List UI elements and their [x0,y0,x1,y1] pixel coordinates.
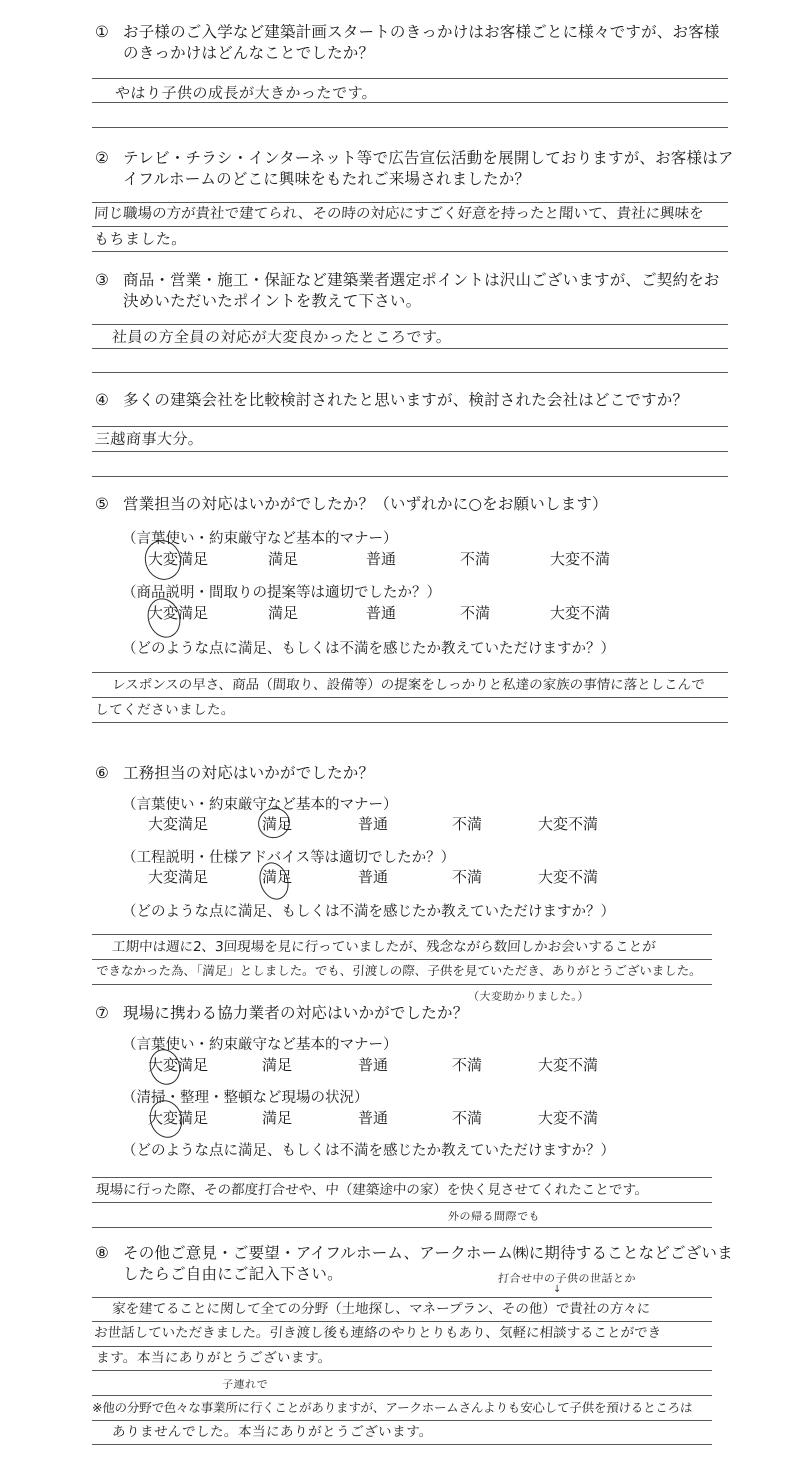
answer-line [92,1202,712,1203]
answer-line [92,102,728,103]
answer-line [92,251,728,252]
rating-option[interactable]: 満足 [268,550,299,568]
rating-option[interactable]: 不満 [452,815,483,833]
rating-option[interactable]: 大変満足 [148,815,209,833]
rating-option[interactable]: 普通 [358,1109,389,1127]
rating-option[interactable]: 大変不満 [538,1056,599,1074]
question-4 [95,390,735,411]
question-2 [95,148,735,190]
answer-text: ありませんでした。本当にありがとうございます。 [111,1424,434,1440]
question-text: その他ご意見・ご要望・アイフルホーム、アークホーム㈱に期待することなどございましたらご自由にご記入下さい。 [123,1244,733,1283]
rating-option[interactable]: 普通 [366,550,397,568]
question-3 [95,270,735,312]
answer-text: ます。本当にありがとうございます。 [95,1350,333,1366]
question-6 [95,763,735,784]
answer-line [92,722,728,723]
rating-option[interactable]: 満足 [262,868,293,886]
answer-line [92,348,728,349]
answer-line [92,1370,712,1371]
rating-options [148,813,708,833]
answer-line [92,984,712,985]
answer-line [92,697,728,698]
rating-option[interactable]: 大変不満 [550,550,611,568]
answer-line [92,1346,712,1347]
answer-note: （大変助かりました。） [467,990,590,1003]
rating-options [148,866,708,886]
answer-text: 工期中は週に2、3回現場を見に行っていましたが、残念ながら数回しかお会いすることが [111,939,657,955]
rating-option[interactable]: 大変不満 [538,815,599,833]
answer-text: 家を建てることに関して全ての分野（土地探し、マネープラン、その他）で貴社の方々に [111,1301,651,1317]
rating-option[interactable]: 大変満足 [148,868,209,886]
answer-line [92,934,712,935]
answer-note: 外の帰る間際でも [447,1210,541,1223]
rating-criterion: （商品説明・間取りの提案等は適切でしたか？） [122,585,441,601]
question-number: ③ [95,271,110,289]
answer-line [92,127,728,128]
answer-line [92,476,728,477]
answer-line [92,78,728,79]
rating-options [148,1107,708,1127]
answer-line [92,324,728,325]
rating-option[interactable]: 大変満足 [148,550,209,568]
followup-prompt: （どのような点に満足、もしくは不満を感じたか教えていただけますか？） [122,641,615,657]
rating-option[interactable]: 満足 [262,1109,293,1127]
answer-text: 三越商事大分。 [94,430,205,448]
rating-option[interactable]: 不満 [460,550,491,568]
answer-line [92,1395,712,1396]
rating-criterion: （言葉使い・約束厳守など基本的マナー） [122,797,398,813]
answer-text: レスポンスの早さ、商品（間取り、設備等）の提案をしっかりと私達の家族の事情に落としこんで [111,677,706,693]
rating-criterion: （言葉使い・約束厳守など基本的マナー） [122,1037,398,1053]
rating-options [148,1054,708,1074]
rating-option[interactable]: 満足 [268,604,299,622]
rating-option[interactable]: 普通 [366,604,397,622]
answer-line [92,1444,712,1445]
question-1 [95,22,735,64]
question-text: お子様のご入学など建築計画スタートのきっかけはお客様ごとに様々ですが、お客様のきっかけはどんなことでしたか？ [123,23,720,62]
answer-line [92,1177,712,1178]
question-7 [95,1003,735,1024]
answer-text: 同じ職場の方が貴社で建てられ、その時の対応にすごく好意を持ったと聞いて、貴社に興味を [93,206,705,222]
rating-criterion: （清掃・整理・整頓など現場の状況） [122,1090,369,1106]
answer-text: やはり子供の成長が大きかったです。 [114,84,378,102]
question-number: ⑦ [95,1004,110,1022]
question-8 [95,1243,735,1285]
rating-options [148,602,708,622]
answer-text: ※他の分野で色々な事業所に行くことがありますが、アークホームさんよりも安心して子供を預けるところは [91,1400,693,1415]
rating-option[interactable]: 不満 [452,1056,483,1074]
answer-line [92,1321,712,1322]
answer-line [92,1227,712,1228]
question-number: ⑧ [95,1244,110,1262]
answer-line [92,226,728,227]
answer-text: もちました。 [93,230,188,248]
question-number: ⑥ [95,764,110,782]
rating-option[interactable]: 不満 [460,604,491,622]
rating-option[interactable]: 大変不満 [538,868,599,886]
question-number: ⑤ [95,495,110,513]
rating-option[interactable]: 普通 [358,815,389,833]
answer-text: 社員の方全員の対応が大変良かったところです。 [111,328,453,346]
question-text: 商品・営業・施工・保証など建築業者選定ポイントは沢山ございますが、ご契約をお決めいただいたポイントを教えて下さい。 [123,271,720,310]
rating-option[interactable]: 満足 [262,1056,293,1074]
answer-line [92,1420,712,1421]
rating-option[interactable]: 満足 [262,815,293,833]
question-text: テレビ・チラシ・インターネット等で広告宣伝活動を展開しておりますが、お客様はアイフルホームのどこに興味をもたれご来場されましたか？ [123,149,734,188]
answer-text: してくださいました。 [94,702,236,718]
answer-line [92,202,728,203]
rating-option[interactable]: 大変満足 [148,1109,209,1127]
answer-line [92,451,728,452]
question-number: ① [95,23,110,41]
question-text: 工務担当の対応はいかがでしたか？ [123,764,375,782]
answer-line [92,1297,712,1298]
rating-option[interactable]: 大変不満 [550,604,611,622]
question-number: ② [95,149,110,167]
answer-text: できなかった為、「満足」としました。でも、引渡しの際、子供を見ていただき、ありがとうございました。 [95,963,703,978]
answer-line [92,672,728,673]
followup-prompt: （どのような点に満足、もしくは不満を感じたか教えていただけますか？） [122,1143,615,1159]
question-text: 営業担当の対応はいかがでしたか？（いずれかに○をお願いします） [123,495,608,513]
rating-option[interactable]: 不満 [452,868,483,886]
rating-option[interactable]: 大変満足 [148,604,209,622]
answer-line [92,959,712,960]
answer-text: 現場に行った際、その都度打合せや、中（建築途中の家）を快く見させてくれたことです。 [95,1182,649,1198]
rating-option[interactable]: 普通 [358,868,389,886]
followup-prompt: （どのような点に満足、もしくは不満を感じたか教えていただけますか？） [122,904,615,920]
arrow-down-icon: ↓ [553,1284,562,1295]
question-text: 現場に携わる協力業者の対応はいかがでしたか？ [123,1004,469,1022]
rating-option[interactable]: 大変不満 [538,1109,599,1127]
answer-note: 子連れで [221,1378,269,1391]
answer-note: 打合せ中の子供の世話とか [497,1272,637,1285]
answer-line [92,372,728,373]
question-text: 多くの建築会社を比較検討されたと思いますが、検討された会社はどこですか？ [123,391,689,409]
rating-criterion: （言葉使い・約束厳守など基本的マナー） [122,531,398,547]
answer-text: お世話していただきました。引き渡し後も連絡のやりとりもあり、気軽に相談することができ [93,1325,662,1341]
rating-options [148,548,708,568]
rating-option[interactable]: 普通 [358,1056,389,1074]
question-number: ④ [95,391,110,409]
rating-option[interactable]: 不満 [452,1109,483,1127]
rating-option[interactable]: 大変満足 [148,1056,209,1074]
answer-line [92,426,728,427]
rating-criterion: （工程説明・仕様アドバイス等は適切でしたか？） [122,850,456,866]
question-5 [95,494,735,515]
